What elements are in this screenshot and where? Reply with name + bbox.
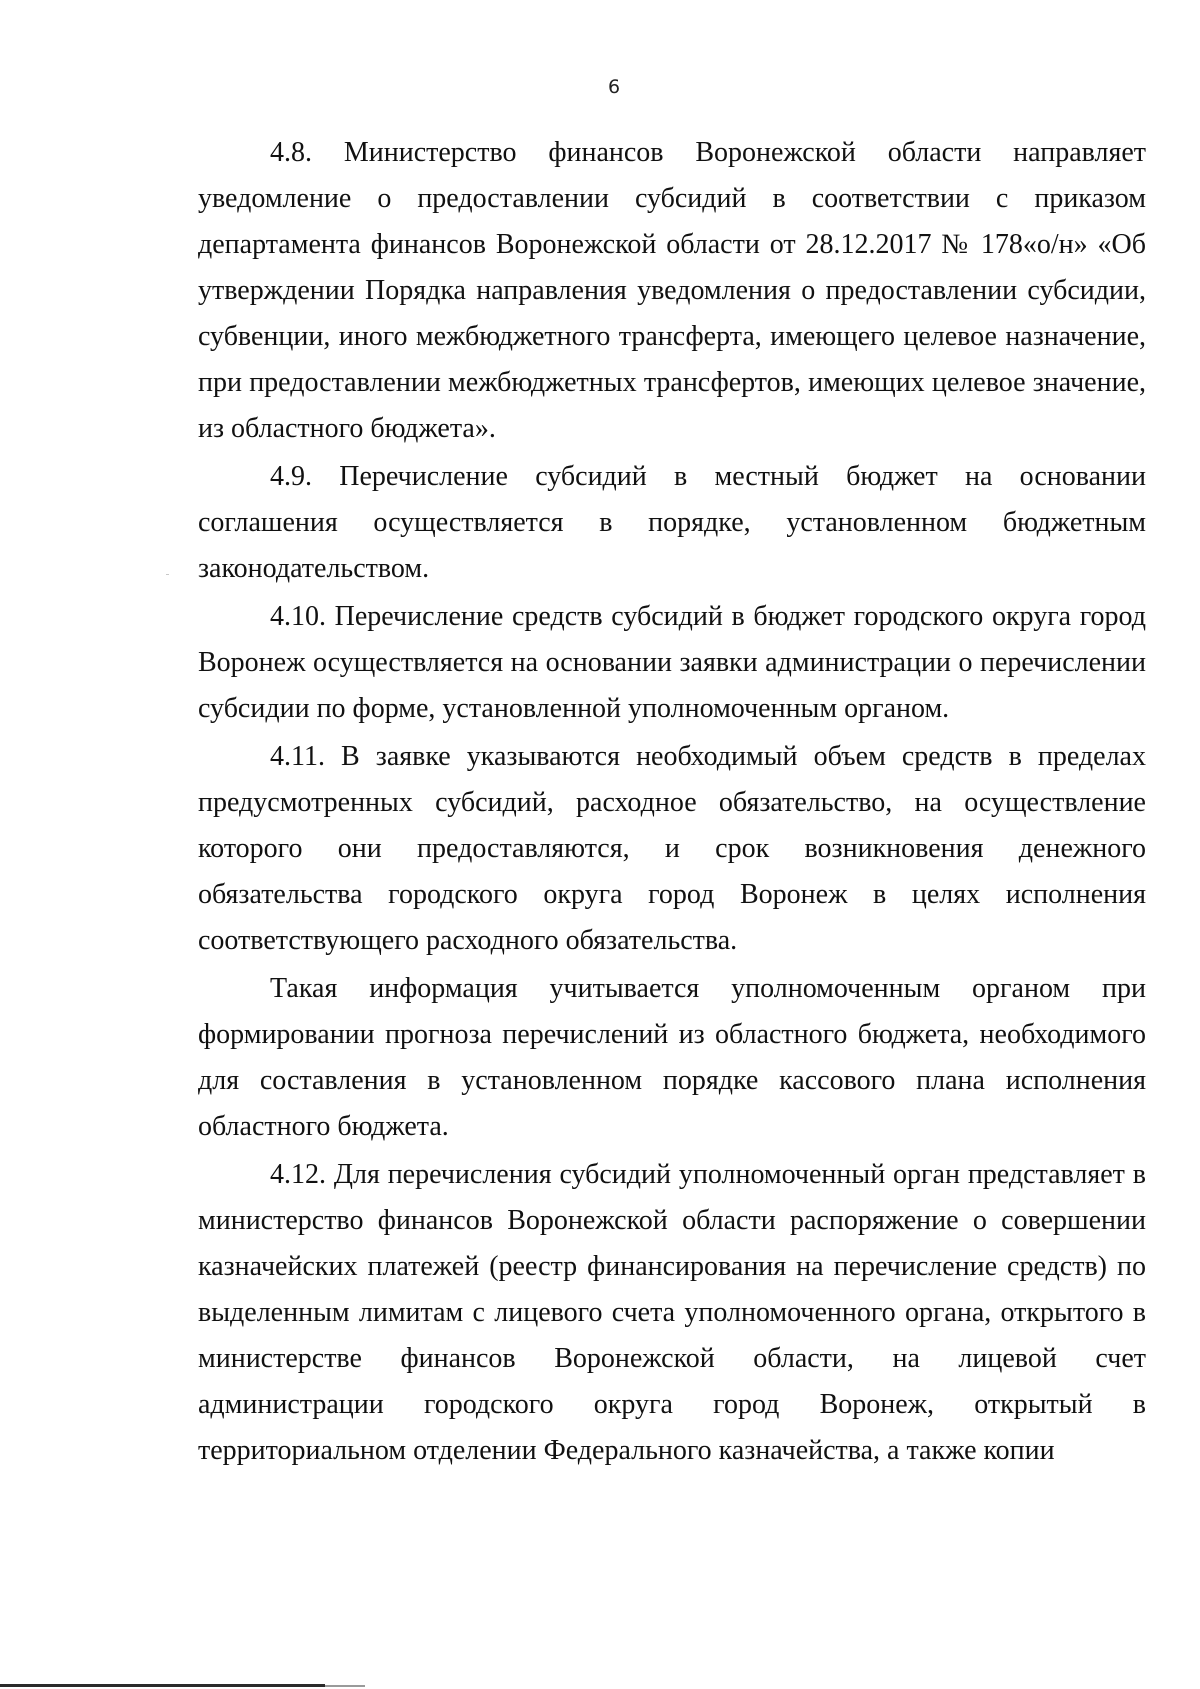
- paragraph-4-12: 4.12. Для перечисления субсидий уполномоченный орган представляет в министерство финансов Воронежской области распоряжение о совершении казначейских платежей (реестр финансирования на перечисление средств) по выделенным лимитам с лицевого счета уполномоченного органа, открытого в министерстве финансов Воронежской области, на лицевой счет администрации городского округа город Воронеж, открытый в территориальном отделении Федерального казначейства, а также копии: [198, 1159, 1146, 1466]
- page-number: 6: [607, 76, 621, 98]
- bottom-divider: [0, 1684, 325, 1687]
- bottom-divider-fade: [325, 1685, 365, 1687]
- paragraph-4-11: 4.11. В заявке указываются необходимый объем средств в пределах предусмотренных субсидий, расходное обязательство, на осуществление которого они предоставляются, и срок возникновения денежного обязательства городского округа город Воронеж в целях исполнения соответствующего расходного обязательства.: [198, 741, 1146, 956]
- scan-mark: [166, 574, 169, 575]
- paragraph-4-10: 4.10. Перечисление средств субсидий в бюджет городского округа город Воронеж осуществляется на основании заявки администрации о перечислении субсидии по форме, установленной уполномоченным органом.: [198, 601, 1146, 724]
- paragraph-4-9: 4.9. Перечисление субсидий в местный бюджет на основании соглашения осуществляется в порядке, установленном бюджетным законодательством.: [198, 461, 1146, 584]
- paragraph-information-note: Такая информация учитывается уполномоченным органом при формировании прогноза перечислений из областного бюджета, необходимого для составления в установленном порядке кассового плана исполнения областного бюджета.: [198, 973, 1146, 1142]
- document-body: [198, 130, 1146, 1474]
- paragraph-4-8: 4.8. Министерство финансов Воронежской области направляет уведомление о предоставлении субсидий в соответствии с приказом департамента финансов Воронежской области от 28.12.2017 № 178«о/н» «Об утверждении Порядка направления уведомления о предоставлении субсидии, субвенции, иного межбюджетного трансферта, имеющего целевое назначение, при предоставлении межбюджетных трансфертов, имеющих целевое значение, из областного бюджета».: [198, 137, 1146, 444]
